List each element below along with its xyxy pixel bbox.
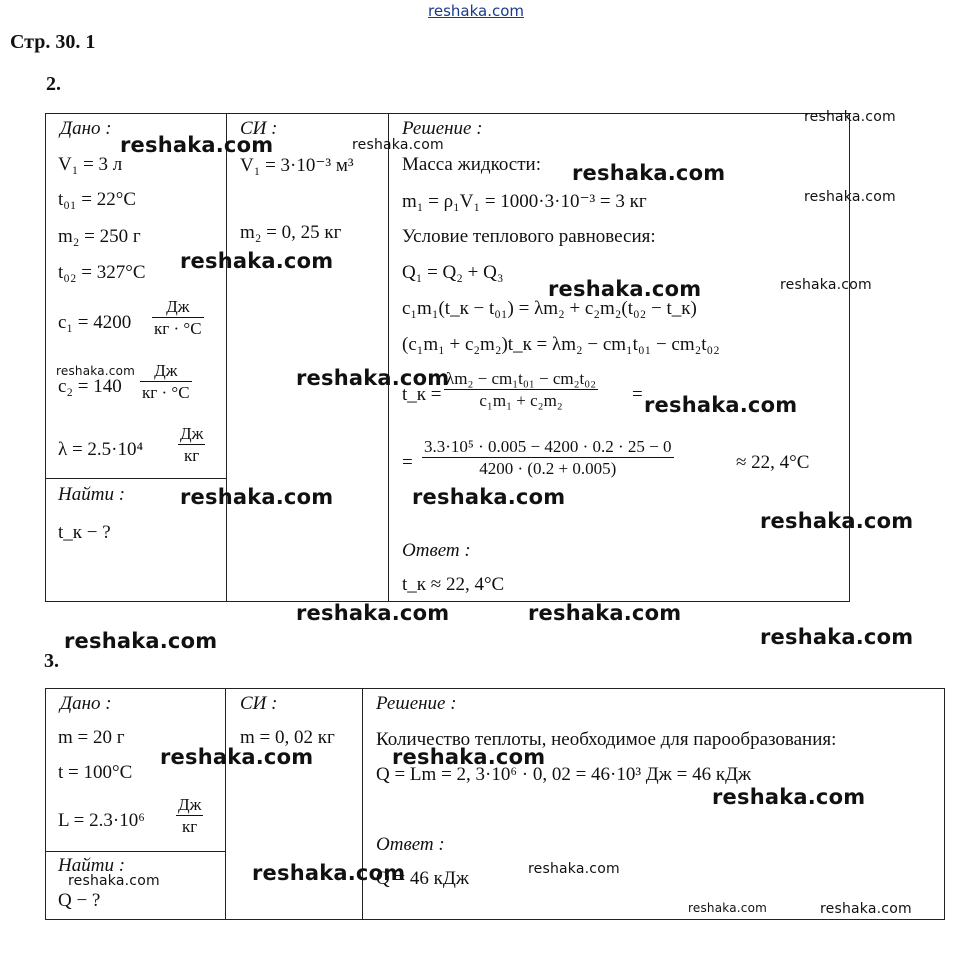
given-c2-unit: $\frac{Дж}{кг \cdot ^\circ C}$ (142, 361, 190, 403)
given-m: m = 20 г (58, 727, 125, 748)
watermark: reshaka.com (760, 625, 914, 649)
given-c1: c₁ = 4200 (58, 312, 132, 333)
given-c2: c₂ = 140 (58, 376, 122, 397)
given-L: L = 2.3·10⁶ (58, 810, 145, 831)
given-t: t = 100°C (58, 762, 133, 783)
otvet-label: Ответ : (402, 540, 471, 561)
watermark: reshaka.com (688, 901, 767, 915)
watermark: reshaka.com (528, 601, 682, 625)
watermark: reshaka.com (160, 745, 314, 769)
watermark: reshaka.com (644, 393, 798, 417)
watermark: reshaka.com (412, 485, 566, 509)
watermark: reshaka.com (548, 277, 702, 301)
watermark: reshaka.com (64, 629, 218, 653)
watermark: reshaka.com (760, 509, 914, 533)
sol3-line-1: Количество теплоты, необходимое для парообразования: (376, 729, 837, 750)
watermark: reshaka.com (68, 873, 160, 889)
sol-line-7-frac: $\frac{\text{λm₂ − cm₁t₀₁ − cm₂t₀₂}}{\text{c₁m₁ + c₂m₂}}$ (446, 369, 597, 411)
sol-line-7-right: = (632, 384, 643, 405)
given-c1-unit: $\frac{Дж}{кг \cdot ^\circ C}$ (154, 297, 202, 339)
watermark: reshaka.com (56, 364, 135, 378)
naiti-label: Найти : (58, 484, 126, 505)
sol-line-5: c₁m₁(t_к − t₀₁) = λm₂ + c₂m₂(t₀₂ − t_к) (402, 298, 697, 319)
sol-line-4: Q₁ = Q₂ + Q₃ (402, 262, 504, 283)
problem-2-number: 2. (46, 73, 61, 95)
answer-Q: Q = 46 кДж (376, 868, 470, 889)
sol-line-1: Масса жидкости: (402, 154, 541, 175)
reshenie-label-3: Решение : (376, 693, 457, 714)
reshenie-label: Решение : (402, 118, 483, 139)
watermark: reshaka.com (120, 133, 274, 157)
watermark: reshaka.com (296, 601, 450, 625)
watermark: reshaka.com (180, 485, 334, 509)
watermark: reshaka.com (352, 137, 444, 153)
find-Q: Q − ? (58, 890, 101, 911)
watermark: reshaka.com (252, 861, 406, 885)
sol-line-2: m₁ = ρ₁V₁ = 1000·3·10⁻³ = 3 кг (402, 191, 647, 212)
watermark: reshaka.com (180, 249, 334, 273)
sol-line-8-left: = (402, 452, 413, 473)
watermark: reshaka.com (296, 366, 450, 390)
watermark: reshaka.com (780, 277, 872, 293)
given-t01: t₀₁ = 22°C (58, 189, 137, 210)
si-label-3: СИ : (240, 693, 278, 714)
watermark: reshaka.com (804, 189, 896, 205)
watermark: reshaka.com (392, 745, 546, 769)
given-lambda: λ = 2.5·10⁴ (58, 439, 144, 460)
given-t02: t₀₂ = 327°C (58, 262, 146, 283)
naiti-label-3: Найти : (58, 855, 126, 876)
sol-line-8-right: ≈ 22, 4°C (736, 452, 810, 473)
sol-line-8-frac: $\frac{\text{3.3·10⁵ · 0.005 − 4200 · 0.2 · 25 − 0}}{4200 \cdot (0.2 + 0.005)}$ (424, 437, 672, 479)
problem-3-number: 3. (44, 650, 59, 672)
sol3-line-2: Q = Lm = 2, 3·10⁶ · 0, 02 = 46·10³ Дж = 46 кДж (376, 764, 752, 785)
si-v1: V₁ = 3·10⁻³ м³ (240, 155, 354, 176)
watermark: reshaka.com (820, 901, 912, 917)
watermark: reshaka.com (804, 109, 896, 125)
given-v1: V₁ = 3 л (58, 154, 123, 175)
given-L-unit: $\frac{Дж}{кг}$ (178, 795, 202, 837)
sol-line-3: Условие теплового равновесия: (402, 226, 656, 247)
dano-label: Дано : (60, 118, 112, 139)
sol-line-7-left: t_к = (402, 384, 442, 405)
si-m2: m₂ = 0, 25 кг (240, 222, 342, 243)
watermark: reshaka.com (528, 861, 620, 877)
page-header: Стр. 30. 1 (10, 31, 96, 53)
given-lambda-unit: $\frac{Дж}{кг}$ (180, 424, 204, 466)
find-tk: t_к − ? (58, 522, 111, 543)
answer-tk: t_к ≈ 22, 4°C (402, 574, 505, 595)
watermark: reshaka.com (572, 161, 726, 185)
si-label: СИ : (240, 118, 278, 139)
sol-line-6: (c₁m₁ + c₂m₂)t_к = λm₂ − cm₁t₀₁ − cm₂t₀₂ (402, 334, 720, 355)
watermark: reshaka.com (712, 785, 866, 809)
site-link[interactable]: reshaka.com (428, 2, 524, 20)
given-m2: m₂ = 250 г (58, 226, 141, 247)
otvet-label-3: Ответ : (376, 834, 445, 855)
dano-label-3: Дано : (60, 693, 112, 714)
si-m: m = 0, 02 кг (240, 727, 335, 748)
